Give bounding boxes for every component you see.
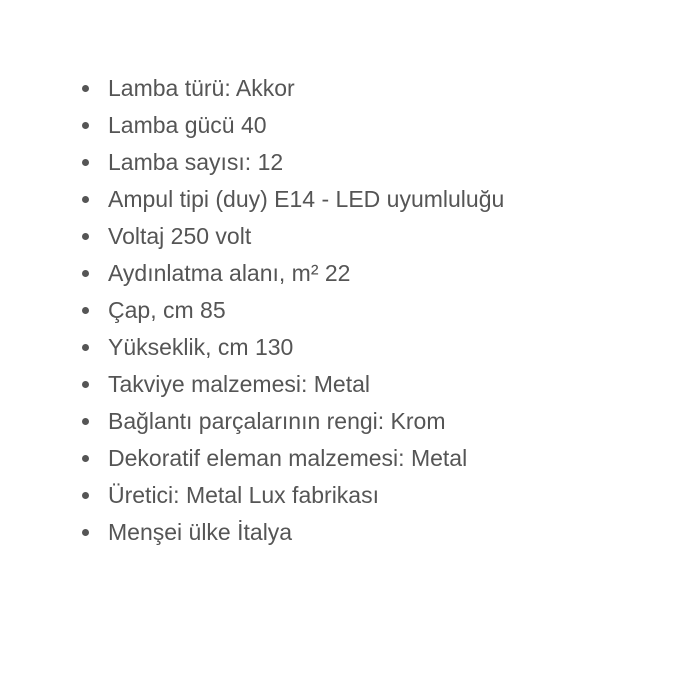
spec-text: Yükseklik, cm 130 [108,334,294,360]
spec-text: Menşei ülke İtalya [108,519,293,545]
bullet-icon [82,381,89,388]
bullet-icon [82,270,89,277]
bullet-icon [82,122,89,129]
bullet-icon [82,85,89,92]
list-item [78,144,504,181]
list-item [78,255,504,292]
spec-list [78,70,504,551]
list-item [78,329,504,366]
spec-text: Çap, cm 85 [108,297,226,323]
spec-text: Ampul tipi (duy) E14 - LED uyumluluğu [108,186,505,212]
list-item [78,440,504,477]
spec-text: Lamba türü: Akkor [108,75,295,101]
bullet-icon [82,159,89,166]
list-item [78,107,504,144]
list-item [78,366,504,403]
bullet-icon [82,418,89,425]
spec-text: Voltaj 250 volt [108,223,252,249]
spec-text: Lamba sayısı: 12 [108,149,284,175]
bullet-icon [82,529,89,536]
list-item [78,477,504,514]
spec-text: Üretici: Metal Lux fabrikası [108,482,379,508]
bullet-icon [82,307,89,314]
spec-text: Dekoratif eleman malzemesi: Metal [108,445,468,471]
list-item [78,514,504,551]
spec-text: Aydınlatma alanı, m² 22 [108,260,351,286]
list-item [78,292,504,329]
spec-text: Lamba gücü 40 [108,112,267,138]
list-item [78,70,504,107]
bullet-icon [82,196,89,203]
list-item [78,218,504,255]
bullet-icon [82,492,89,499]
list-item [78,403,504,440]
spec-text: Takviye malzemesi: Metal [108,371,371,397]
spec-text: Bağlantı parçalarının rengi: Krom [108,408,446,434]
bullet-icon [82,233,89,240]
bullet-icon [82,344,89,351]
bullet-icon [82,455,89,462]
list-item [78,181,504,218]
